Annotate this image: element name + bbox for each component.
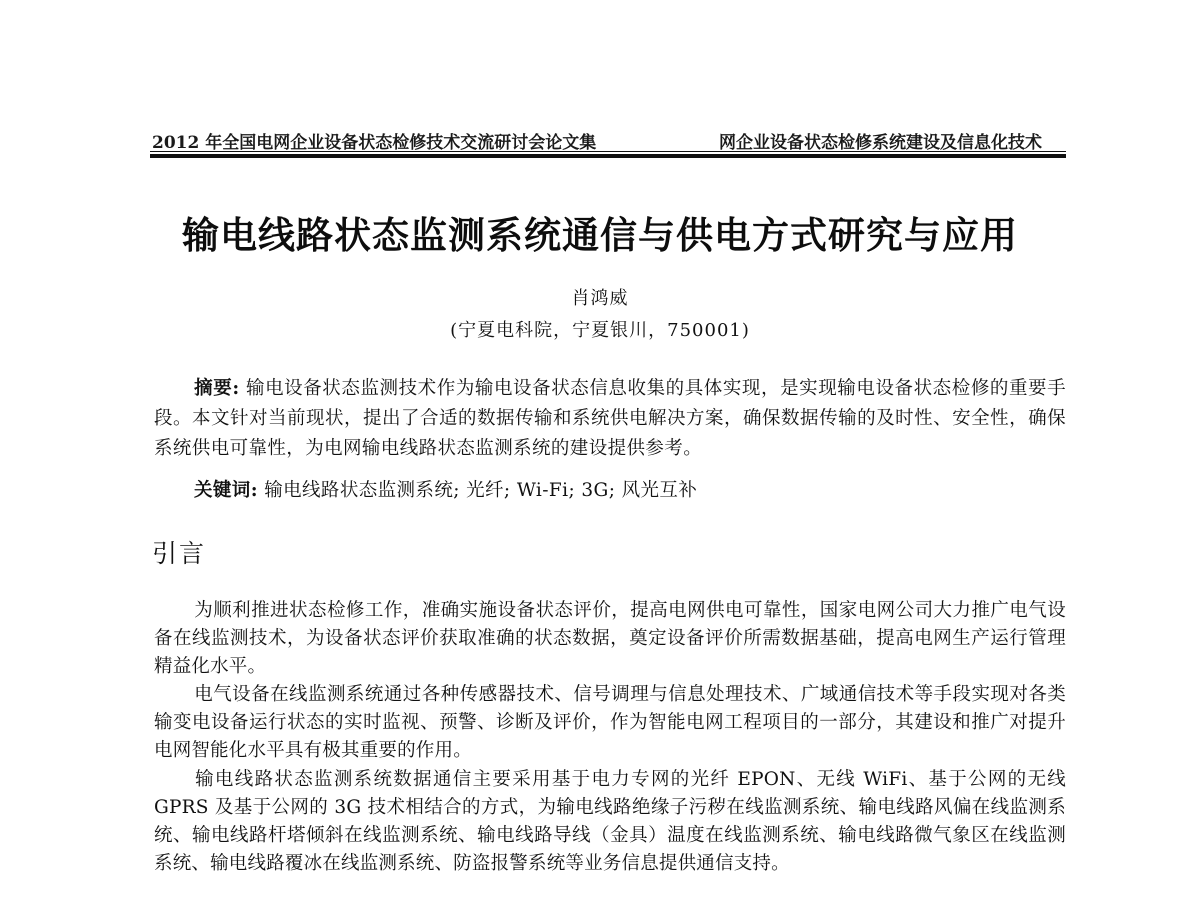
keywords-text: 输电线路状态监测系统; 光纤; Wi-Fi; 3G; 风光互补 — [257, 480, 698, 501]
section-heading-introduction: 引言 — [152, 539, 207, 568]
author-name: 肖鸿威 — [571, 288, 629, 309]
paragraph-3-text: 输电线路状态监测系统数据通信主要采用基于电力专网的光纤 EPON、无线 WiFi、基于公网的无线 GPRS 及基于公网的 3G 技术相结合的方式，为输电线路绝缘子污秽在线监测系统、输电线路风偏在线监测系统、输电线路杆塔倾斜在线监测系统、输电线路导线（金具）温度在线监测系统、输电线路微气象区在线监测系统、输电线路覆冰在线监测系统、防盗报警系统等业务信息提供通信支持。 — [154, 769, 1066, 874]
paragraph-1-text: 为顺利推进状态检修工作，准确实施设备状态评价，提高电网供电可靠性，国家电网公司大力推广电气设备在线监测技术，为设备状态评价获取准确的状态数据，奠定设备评价所需数据基础，提高电网生产运行管理精益化水平。 — [154, 600, 1066, 677]
abstract — [154, 374, 1066, 464]
abstract-label: 摘要: — [194, 378, 240, 399]
body-paragraph-3 — [154, 766, 1066, 878]
body-paragraph-2 — [154, 681, 1066, 765]
author-affiliation: (宁夏电科院，宁夏银川，750001) — [450, 320, 750, 341]
abstract-text: 输电设备状态监测技术作为输电设备状态信息收集的具体实现，是实现输电设备状态检修的重要手段。本文针对当前现状，提出了合适的数据传输和系统供电解决方案，确保数据传输的及时性、安全性，确保系统供电可靠性，为电网输电线路状态监测系统的建设提供参考。 — [154, 378, 1067, 459]
paper-title: 输电线路状态监测系统通信与供电方式研究与应用 — [182, 214, 1018, 257]
running-header-right: 网企业设备状态检修系统建设及信息化技术 — [719, 133, 1042, 153]
paragraph-2-text: 电气设备在线监测系统通过各种传感器技术、信号调理与信息处理技术、广域通信技术等手段实现对各类输变电设备运行状态的实时监视、预警、诊断及评价，作为智能电网工程项目的一部分，其建设和推广对提升电网智能化水平具有极其重要的作用。 — [154, 684, 1066, 761]
body-paragraph-1 — [154, 597, 1066, 681]
keywords-label: 关键词: — [194, 480, 258, 501]
running-header — [152, 124, 1064, 152]
header-rule-thick — [150, 154, 1066, 158]
header-rule-thin — [150, 151, 1066, 152]
running-header-left: 2012 年全国电网企业设备状态检修技术交流研讨会论文集 — [152, 133, 597, 153]
keywords — [194, 476, 1064, 502]
